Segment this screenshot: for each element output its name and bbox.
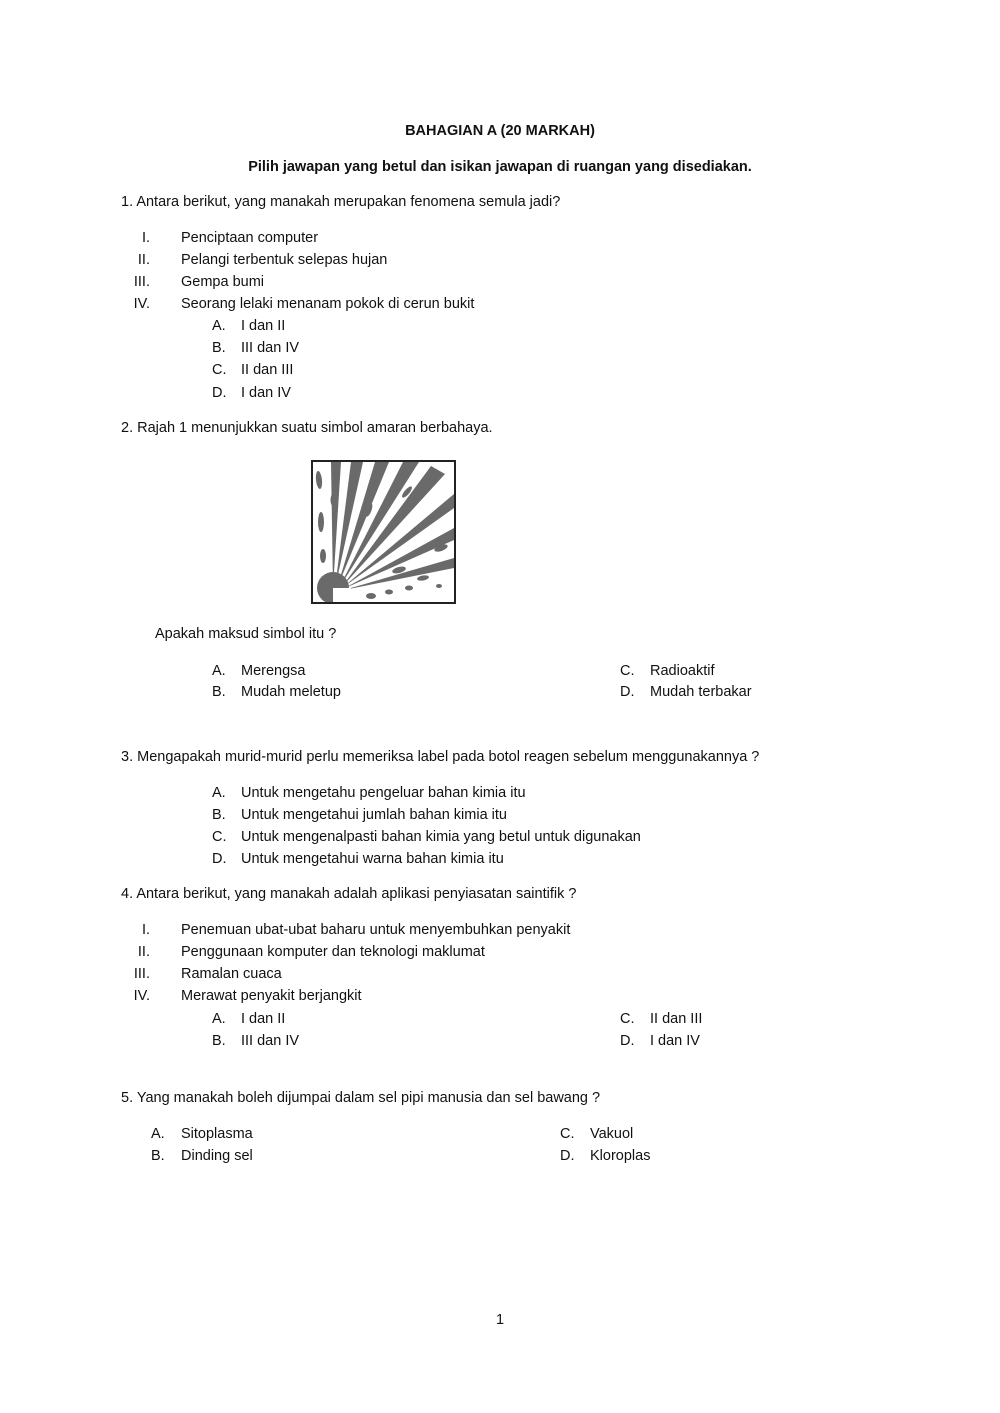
q4-option-letter: A. [212,1011,226,1027]
instruction-text: Pilih jawapan yang betul dan isikan jawapan di ruangan yang disediakan. [248,159,752,175]
q1-statement-text: Pelangi terbentuk selepas hujan [181,252,388,268]
q3-option-letter: A. [212,785,226,801]
q1-statement-num: I. [141,230,150,246]
question-3-stem: 3. Mengapakah murid-murid perlu memeriksa label pada botol reagen sebelum menggunakannya ? [121,749,760,765]
q4-statement-num: IV. [133,988,150,1004]
q3-option-c[interactable]: Untuk mengenalpasti bahan kimia yang betul untuk digunakan [241,829,641,845]
q3-option-letter: D. [212,851,227,867]
q2-option-b[interactable]: Mudah meletup [241,684,341,700]
q4-option-c[interactable]: II dan III [650,1011,703,1027]
q4-statement-text: Penggunaan komputer dan teknologi maklumat [181,944,485,960]
section-title: BAHAGIAN A (20 MARKAH) [405,123,595,139]
q4-option-a[interactable]: I dan II [241,1011,286,1027]
q3-option-letter: B. [212,807,226,823]
q2-option-a[interactable]: Merengsa [241,663,306,679]
q2-option-letter: D. [620,684,635,700]
q4-option-b[interactable]: III dan IV [241,1033,300,1049]
q1-statement-text: Penciptaan computer [181,230,319,246]
q1-option-b[interactable]: III dan IV [241,340,300,356]
q5-option-letter: B. [151,1148,165,1164]
q3-option-letter: C. [212,829,227,845]
q1-option-letter: D. [212,385,227,401]
q4-statement-num: III. [133,966,150,982]
q4-option-letter: B. [212,1033,226,1049]
question-2-stem: 2. Rajah 1 menunjukkan suatu simbol amaran berbahaya. [121,420,493,436]
q1-statement-text: Gempa bumi [181,274,265,290]
q4-option-d[interactable]: I dan IV [650,1033,700,1049]
q1-option-letter: B. [212,340,226,356]
q4-statement-num: II. [137,944,150,960]
q2-option-letter: A. [212,663,226,679]
q1-option-letter: A. [212,318,226,334]
q1-option-c[interactable]: II dan III [241,362,294,378]
q2-option-d[interactable]: Mudah terbakar [650,684,752,700]
q4-statement-num: I. [141,922,150,938]
question-5-stem: 5. Yang manakah boleh dijumpai dalam sel pipi manusia dan sel bawang ? [121,1090,601,1106]
q3-option-b[interactable]: Untuk mengetahui jumlah bahan kimia itu [241,807,507,823]
q2-sub-question: Apakah maksud simbol itu ? [155,626,337,642]
question-1-stem: 1. Antara berikut, yang manakah merupakan fenomena semula jadi? [121,194,561,210]
q5-option-letter: D. [560,1148,575,1164]
q5-option-letter: A. [151,1126,165,1142]
q4-option-letter: D. [620,1033,635,1049]
question-4-stem: 4. Antara berikut, yang manakah adalah aplikasi penyiasatan saintifik ? [121,886,577,902]
q1-statement-num: IV. [133,296,150,312]
explosive-hazard-icon [311,460,456,604]
q2-option-c[interactable]: Radioaktif [650,663,715,679]
q4-statement-text: Ramalan cuaca [181,966,282,982]
q4-statement-text: Penemuan ubat-ubat baharu untuk menyembuhkan penyakit [181,922,571,938]
q2-option-letter: C. [620,663,635,679]
q3-option-a[interactable]: Untuk mengetahu pengeluar bahan kimia itu [241,785,526,801]
q1-option-a[interactable]: I dan II [241,318,286,334]
q5-option-a[interactable]: Sitoplasma [181,1126,253,1142]
q4-option-letter: C. [620,1011,635,1027]
q2-option-letter: B. [212,684,226,700]
q1-statement-num: III. [133,274,150,290]
q4-statement-text: Merawat penyakit berjangkit [181,988,362,1004]
q1-statement-num: II. [137,252,150,268]
q5-option-letter: C. [560,1126,575,1142]
q5-option-b[interactable]: Dinding sel [181,1148,253,1164]
q5-option-c[interactable]: Vakuol [590,1126,634,1142]
q1-statement-text: Seorang lelaki menanam pokok di cerun bukit [181,296,475,312]
q5-option-d[interactable]: Kloroplas [590,1148,651,1164]
page-number: 1 [495,1312,505,1328]
q1-option-d[interactable]: I dan IV [241,385,291,401]
q3-option-d[interactable]: Untuk mengetahui warna bahan kimia itu [241,851,504,867]
q1-option-letter: C. [212,362,227,378]
